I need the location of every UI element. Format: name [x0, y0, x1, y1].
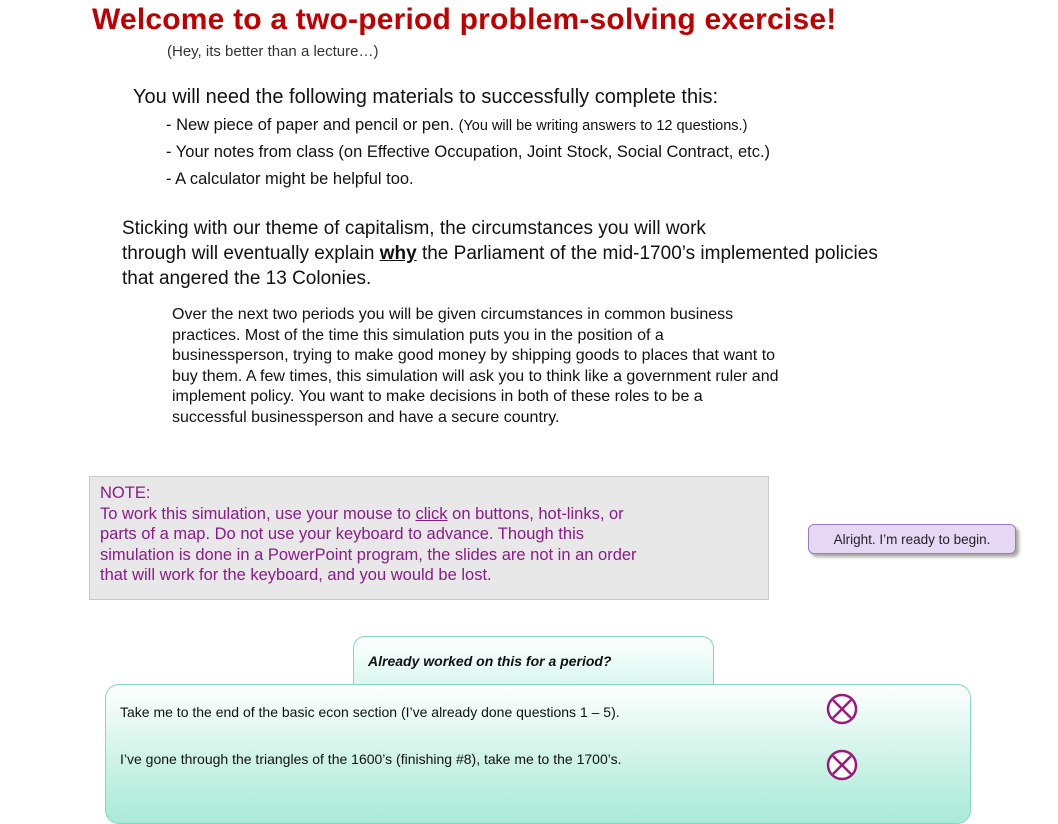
intro-line: successful businessperson and have a secure country.: [172, 408, 560, 426]
note-line: [100, 504, 758, 525]
materials-item-calculator: - A calculator might be helpful too.: [166, 170, 414, 188]
intro-line: businessperson, trying to make good money by shipping goods to places that want to: [172, 347, 776, 364]
theme-text: the Parliament of the mid-1700’s implemented policies: [416, 243, 878, 264]
option-skip-to-1700s[interactable]: I’ve gone through the triangles of the 1600’s (finishing #8), take me to the 1700’s.: [120, 751, 622, 767]
theme-line: Sticking with our theme of capitalism, the circumstances you will work: [122, 218, 706, 239]
note-box: [89, 476, 769, 600]
x-circle-icon[interactable]: [826, 693, 858, 725]
intro-line: implement policy. You want to make decisions in both of these roles to be a: [172, 388, 703, 405]
page-title: Welcome to a two-period problem-solving exercise!: [92, 3, 837, 36]
theme-line: that angered the 13 Colonies.: [122, 268, 372, 289]
note-label: NOTE:: [100, 484, 151, 502]
theme-emphasis: why: [379, 243, 417, 264]
materials-item-text: - New piece of paper and pencil or pen.: [166, 116, 455, 134]
note-text: on buttons, hot-links, or: [447, 504, 624, 523]
note-text: To work this simulation, use your mouse to: [100, 504, 416, 523]
intro-line: Over the next two periods you will be given circumstances in common business: [172, 306, 734, 323]
note-click-word: click: [415, 504, 448, 523]
ready-to-begin-button[interactable]: Alright. I’m ready to begin.: [808, 524, 1016, 554]
intro-line: practices. Most of the time this simulation puts you in the position of a: [172, 326, 664, 344]
note-line: parts of a map. Do not use your keyboard to advance. Though this: [100, 525, 584, 543]
note-line: that will work for the keyboard, and you would be lost.: [100, 566, 492, 584]
materials-item-paper: [166, 116, 747, 135]
theme-paragraph: [122, 216, 1042, 291]
x-circle-icon[interactable]: [826, 749, 858, 781]
intro-line: buy them. A few times, this simulation will ask you to think like a government ruler and: [172, 367, 779, 385]
already-worked-tab: Already worked on this for a period?: [353, 636, 714, 690]
materials-item-notes: - Your notes from class (on Effective Occupation, Joint Stock, Social Contract, etc.): [166, 143, 771, 161]
theme-line: [122, 241, 1042, 266]
materials-heading: You will need the following materials to successfully complete this:: [133, 86, 719, 108]
page-subtitle: (Hey, its better than a lecture…): [167, 43, 379, 60]
note-line: simulation is done in a PowerPoint program, the slides are not in an order: [100, 545, 637, 564]
materials-item-note: (You will be writing answers to 12 questions.): [458, 118, 748, 134]
option-end-basic-econ[interactable]: Take me to the end of the basic econ section (I’ve already done questions 1 – 5).: [120, 704, 620, 720]
theme-text: through will eventually explain: [122, 243, 380, 264]
intro-paragraph: [172, 305, 942, 428]
